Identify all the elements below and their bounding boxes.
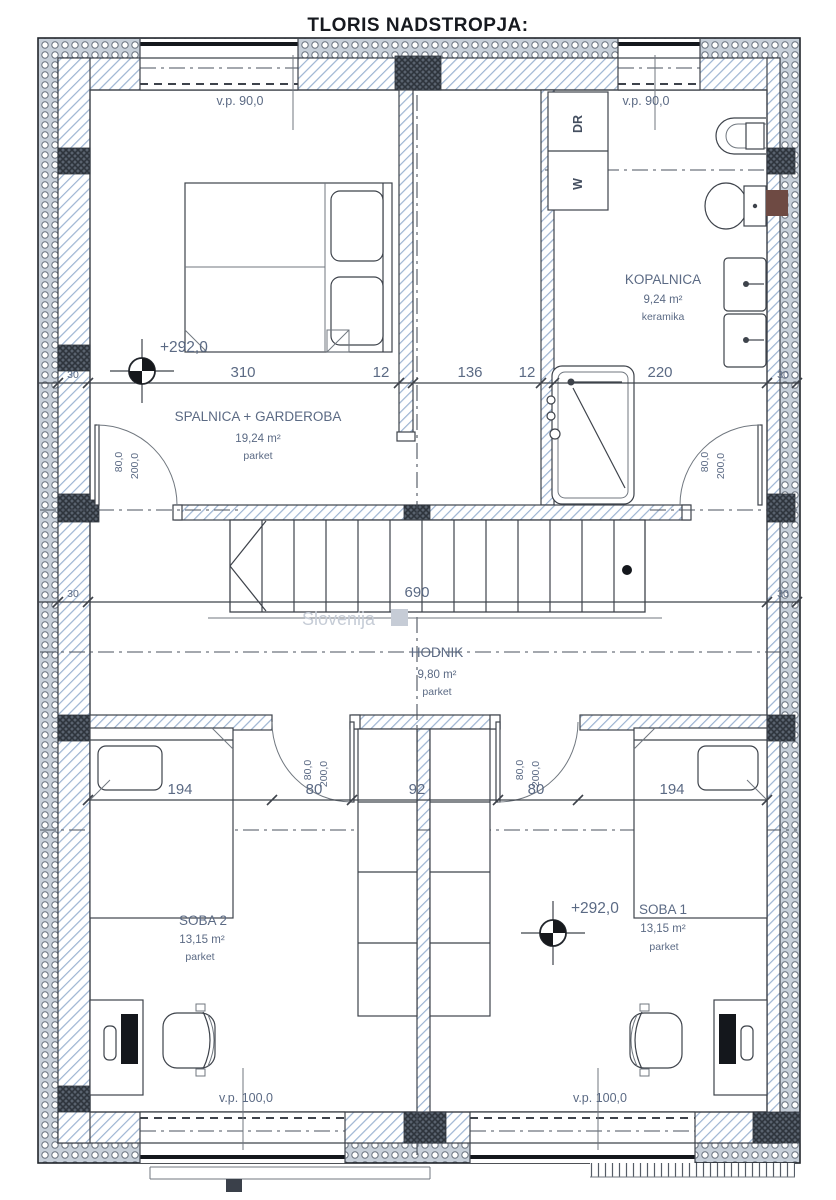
column	[58, 345, 90, 371]
room-area: 19,24 m²	[235, 433, 281, 445]
wall-end-cap	[173, 505, 182, 520]
room-floor: parket	[649, 941, 679, 953]
door-width-label: 80,0	[113, 451, 125, 473]
elevation-marker-soba1	[521, 900, 619, 965]
wall-accent-block	[766, 190, 788, 216]
bidet	[716, 118, 766, 154]
column	[58, 148, 90, 174]
dim-wall: 30	[777, 588, 789, 600]
marker-block	[226, 1179, 242, 1192]
label-kopalnica	[625, 272, 701, 323]
shower	[547, 366, 634, 504]
window-bottom-right	[470, 1112, 695, 1163]
chimney-block	[395, 56, 441, 90]
pillow	[331, 277, 383, 345]
dim-136: 136	[457, 364, 483, 381]
door-kopalnica	[680, 425, 762, 505]
washer-label: W	[571, 178, 585, 190]
column	[58, 715, 90, 741]
dim-wall: 30	[777, 369, 789, 381]
label-soba2	[179, 913, 227, 963]
room-name: SOBA 1	[638, 902, 688, 917]
pillow	[98, 746, 162, 790]
spalnica-bed	[185, 183, 392, 352]
dim-690: 690	[404, 584, 430, 601]
room-name: SPALNICA + GARDEROBA	[174, 409, 342, 424]
dim-194: 194	[659, 781, 685, 798]
dryer-label: DR	[571, 114, 585, 134]
closet-cap-wall	[352, 715, 500, 729]
vp-label-top-right: v.p. 90,0	[622, 94, 670, 108]
door-width-label: 80,0	[302, 759, 314, 781]
monitor	[121, 1014, 138, 1064]
soba2-furniture	[90, 728, 233, 1095]
pillow	[331, 191, 383, 261]
insulation-left	[38, 38, 58, 1163]
elevation-value: +292,0	[160, 339, 208, 356]
door-leaf	[496, 722, 500, 802]
vp-label-bottom-right: v.p. 100,0	[573, 1091, 627, 1105]
dim-12: 12	[518, 364, 536, 381]
door-spalnica	[95, 425, 177, 505]
label-soba1	[639, 902, 687, 953]
dim-wall: 30	[67, 369, 79, 381]
dim-310: 310	[230, 364, 256, 381]
wall-left	[58, 58, 90, 1143]
wall-end-cap	[682, 505, 691, 520]
dim-220: 220	[647, 364, 673, 381]
bed-soba2	[90, 728, 233, 918]
column	[58, 1086, 90, 1112]
staircase	[208, 520, 662, 618]
wall-end-cap	[397, 432, 415, 441]
door-height-label: 200,0	[530, 760, 542, 788]
stair-landing-dot	[622, 565, 632, 575]
dim-80: 80	[305, 781, 323, 798]
label-spalnica	[175, 409, 342, 462]
door-height-label: 200,0	[318, 760, 330, 788]
wall-spalnica-garderoba	[399, 90, 413, 440]
room-name: HODNIK	[410, 645, 464, 660]
desk-soba2	[90, 1000, 143, 1095]
room-area: 9,24 m²	[643, 294, 683, 306]
watermark-logo	[391, 609, 408, 626]
chair-soba1	[630, 1004, 682, 1076]
room-name: SOBA 2	[178, 913, 228, 928]
room-area: 9,80 m²	[417, 669, 457, 681]
room-floor: keramika	[641, 311, 685, 323]
watermark	[302, 609, 408, 629]
dim-wall: 30	[67, 588, 79, 600]
column	[753, 1112, 800, 1143]
door-leaf	[758, 425, 762, 505]
speaker	[741, 1026, 753, 1060]
room-area: 13,15 m²	[179, 934, 225, 946]
room-floor: parket	[185, 951, 215, 963]
column	[58, 494, 90, 522]
label-hodnik	[411, 645, 464, 698]
speaker	[104, 1026, 116, 1060]
elevation-marker-spalnica	[110, 339, 208, 403]
column	[767, 494, 795, 522]
column	[404, 1112, 446, 1143]
monitor	[719, 1014, 736, 1064]
bed-soba1	[634, 728, 767, 918]
door-leaf	[350, 722, 354, 802]
door-height-label: 200,0	[715, 452, 727, 480]
dim-12: 12	[372, 364, 390, 381]
window-top-left	[140, 39, 298, 90]
pillow	[698, 746, 758, 790]
column	[767, 715, 795, 741]
door-width-label: 80,0	[514, 759, 526, 781]
dim-194: 194	[167, 781, 193, 798]
elevation-value: +292,0	[571, 900, 619, 917]
watermark-text: Slovenija	[302, 609, 376, 629]
wall-mid-horizontal	[175, 505, 690, 520]
room-name: KOPALNICA	[624, 272, 702, 287]
room-floor: parket	[243, 450, 273, 462]
room-floor: parket	[422, 686, 452, 698]
washbasins	[724, 258, 766, 367]
washer-dryer-stack	[548, 92, 608, 210]
railing-ticks	[590, 1163, 795, 1177]
desk-soba1	[714, 1000, 767, 1095]
dim-92: 92	[408, 781, 426, 798]
door-height-label: 200,0	[129, 452, 141, 480]
room-area: 13,15 m²	[640, 923, 686, 935]
dim-80: 80	[527, 781, 545, 798]
window-top-right	[618, 39, 700, 90]
plan-title: TLORIS NADSTROPJA:	[307, 15, 529, 36]
door-leaf	[95, 425, 99, 505]
balcony-railing	[150, 1163, 795, 1192]
door-width-label: 80,0	[699, 451, 711, 473]
vp-label-top-left: v.p. 90,0	[216, 94, 264, 108]
chair-soba2	[163, 1004, 215, 1076]
vp-label-bottom-left: v.p. 100,0	[219, 1091, 273, 1105]
